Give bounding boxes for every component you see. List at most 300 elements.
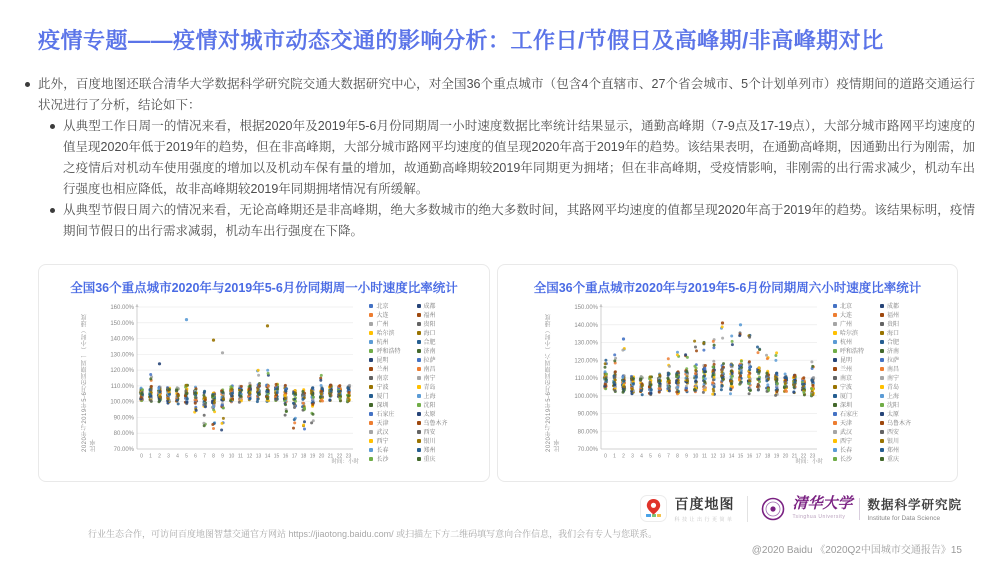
legend-item: [880, 337, 911, 346]
legend-marker-icon: [880, 376, 884, 380]
legend-item: [417, 391, 448, 400]
legend-marker-icon: [417, 304, 421, 308]
legend-city-label: 贵阳: [887, 322, 900, 328]
svg-text:5: 5: [185, 453, 189, 460]
svg-text:0: 0: [604, 453, 607, 460]
legend-marker-icon: [417, 340, 421, 344]
legend-city-label: 拉萨: [887, 358, 900, 364]
legend-city-label: 郑州: [423, 448, 436, 454]
legend-city-label: 武汉: [376, 430, 389, 436]
legend-marker-icon: [369, 304, 373, 308]
legend-item: [833, 382, 864, 391]
legend-marker-icon: [833, 376, 837, 380]
legend-marker-icon: [417, 331, 421, 335]
svg-text:20: 20: [319, 453, 325, 460]
legend-marker-icon: [880, 322, 884, 326]
legend-marker-icon: [417, 313, 421, 317]
legend-city-label: 呼和浩特: [839, 349, 864, 355]
svg-text:3: 3: [631, 453, 634, 460]
legend-marker-icon: [833, 403, 837, 407]
legend-city-label: 西安: [887, 430, 900, 436]
legend-item: [880, 391, 911, 400]
svg-text:110.00%: 110.00%: [111, 383, 135, 390]
legend-marker-icon: [369, 448, 373, 452]
note-text: 行业生态合作，可访问百度地图智慧交通官方网站: [88, 529, 289, 539]
tsinghua-name: 清华大学: [792, 496, 853, 512]
note-text: 或扫描左下方二维码填写意向合作信息，我们会有专人与您联系。: [393, 529, 658, 539]
legend-item: [417, 301, 448, 310]
legend-item: [880, 454, 911, 463]
svg-text:13: 13: [256, 453, 262, 460]
legend-marker-icon: [880, 340, 884, 344]
legend-marker-icon: [833, 349, 837, 353]
legend-item: [880, 364, 911, 373]
legend-item: [369, 454, 400, 463]
legend-city-label: 西安: [423, 430, 436, 436]
legend-item: [369, 373, 400, 382]
svg-text:21: 21: [328, 453, 334, 460]
legend-item: [417, 328, 448, 337]
legend-item: [833, 364, 864, 373]
legend-city-label: 广州: [839, 322, 852, 328]
svg-text:17: 17: [292, 453, 298, 460]
svg-text:10: 10: [692, 453, 699, 460]
legend-marker-icon: [880, 448, 884, 452]
baidu-logo-text: 百度地图: [674, 496, 735, 512]
legend-city-label: 济南: [423, 349, 436, 355]
bullet-item-weekend: [50, 200, 975, 242]
svg-text:140.00%: 140.00%: [110, 336, 135, 343]
legend-item: [880, 328, 911, 337]
legend-city-label: 哈尔滨: [376, 331, 395, 337]
footer-logos: [640, 494, 962, 523]
legend-city-label: 合肥: [423, 340, 436, 346]
chart-title: 全国36个重点城市2020年与2019年5-6月份同期周六小时速度比率统计: [533, 281, 922, 295]
legend-marker-icon: [833, 394, 837, 398]
legend-item: [880, 418, 911, 427]
legend-city-label: 银川: [887, 439, 900, 445]
svg-text:6: 6: [658, 453, 661, 460]
chart-legend: [369, 304, 448, 463]
legend-city-label: 深圳: [839, 403, 852, 409]
svg-text:80.00%: 80.00%: [114, 431, 135, 438]
svg-text:150.00%: 150.00%: [110, 320, 135, 327]
legend-city-label: 杭州: [376, 340, 389, 346]
legend-item: [833, 373, 864, 382]
legend-city-label: 青岛: [423, 385, 436, 391]
svg-text:160.00%: 160.00%: [110, 305, 135, 311]
chart-panel-saturday: [497, 264, 958, 482]
legend-city-label: 武汉: [839, 430, 852, 436]
legend-item: [369, 400, 400, 409]
legend-marker-icon: [417, 367, 421, 371]
logo-divider: [859, 498, 860, 520]
y-axis-label: 2020年与2019年5-6月份同期周一（小时）速度比率: [82, 313, 98, 452]
legend-city-label: 上海: [887, 394, 900, 400]
legend-item: [369, 319, 400, 328]
legend-item: [369, 418, 400, 427]
legend-marker-icon: [833, 412, 837, 416]
legend-item: [880, 319, 911, 328]
cooperation-url-link[interactable]: https://jiaotong.baidu.com/: [288, 529, 394, 539]
svg-text:1: 1: [149, 453, 153, 460]
legend-city-label: 太原: [887, 412, 900, 418]
legend-item: [417, 400, 448, 409]
legend-item: [833, 445, 864, 454]
svg-text:12: 12: [710, 453, 717, 460]
legend-marker-icon: [880, 331, 884, 335]
chart-legend: [833, 304, 912, 463]
legend-city-label: 乌鲁木齐: [423, 421, 448, 427]
legend-city-label: 宁波: [376, 385, 389, 391]
svg-text:130.00%: 130.00%: [574, 340, 598, 347]
baidu-map-pin-icon: [640, 495, 667, 522]
svg-text:12: 12: [247, 453, 253, 460]
legend-marker-icon: [417, 358, 421, 362]
legend-city-label: 贵阳: [423, 322, 436, 328]
legend-city-label: 海口: [887, 331, 900, 337]
legend-city-label: 广州: [376, 322, 389, 328]
legend-marker-icon: [833, 304, 837, 308]
legend-item: [833, 400, 864, 409]
legend-marker-icon: [417, 439, 421, 443]
legend-marker-icon: [369, 412, 373, 416]
legend-marker-icon: [833, 421, 837, 425]
legend-city-label: 合肥: [887, 340, 900, 346]
legend-marker-icon: [880, 349, 884, 353]
svg-text:8: 8: [212, 453, 216, 460]
legend-marker-icon: [417, 412, 421, 416]
legend-marker-icon: [417, 349, 421, 353]
legend-city-label: 南宁: [887, 376, 900, 382]
svg-text:130.00%: 130.00%: [110, 352, 135, 359]
legend-marker-icon: [880, 403, 884, 407]
svg-text:110.00%: 110.00%: [574, 376, 598, 382]
legend-city-label: 杭州: [839, 340, 852, 346]
svg-text:120.00%: 120.00%: [574, 358, 598, 365]
tsinghua-institute-logo: [761, 495, 962, 522]
legend-city-label: 青岛: [887, 385, 900, 391]
body-bullets: [25, 74, 975, 242]
svg-text:90.00%: 90.00%: [114, 415, 135, 422]
svg-text:14: 14: [265, 453, 271, 460]
svg-text:19: 19: [773, 453, 780, 460]
svg-text:18: 18: [764, 453, 771, 460]
legend-item: [833, 391, 864, 400]
legend-marker-icon: [369, 331, 373, 335]
legend-city-label: 上海: [423, 394, 436, 400]
legend-city-label: 宁波: [839, 385, 852, 391]
svg-text:3: 3: [167, 453, 171, 460]
legend-item: [417, 382, 448, 391]
legend-item: [833, 301, 864, 310]
legend-marker-icon: [833, 331, 837, 335]
legend-item: [880, 436, 911, 445]
legend-city-label: 成都: [423, 304, 436, 310]
svg-text:22: 22: [337, 453, 343, 460]
legend-city-label: 大连: [839, 313, 852, 319]
legend-marker-icon: [880, 412, 884, 416]
legend-city-label: 南京: [376, 376, 389, 382]
svg-text:时间：小时: 时间：小时: [331, 459, 360, 465]
svg-text:9: 9: [685, 453, 688, 460]
svg-text:8: 8: [676, 453, 679, 460]
svg-text:11: 11: [238, 453, 244, 460]
svg-text:17: 17: [755, 453, 762, 460]
legend-city-label: 石家庄: [839, 412, 858, 418]
legend-item: [880, 382, 911, 391]
legend-city-label: 兰州: [839, 367, 852, 373]
legend-city-label: 沈阳: [887, 403, 900, 409]
baidu-maps-logo: [640, 494, 734, 523]
legend-marker-icon: [833, 367, 837, 371]
svg-text:2: 2: [158, 453, 162, 460]
legend-marker-icon: [369, 376, 373, 380]
legend-item: [417, 436, 448, 445]
legend-city-label: 西宁: [839, 439, 852, 445]
svg-text:7: 7: [203, 453, 207, 460]
scatter-plot-monday: [99, 299, 361, 465]
legend-item: [417, 373, 448, 382]
legend-item: [369, 310, 400, 319]
legend-city-label: 重庆: [423, 457, 436, 463]
y-axis-label: 2020年与2019年5-6月份同期周六（小时）速度比率: [545, 313, 561, 452]
legend-item: [417, 346, 448, 355]
page-footer-credit: @2020 Baidu 《2020Q2中国城市交通报告》15: [751, 545, 962, 556]
svg-text:1: 1: [613, 453, 616, 460]
legend-city-label: 济南: [887, 349, 900, 355]
legend-city-label: 厦门: [376, 394, 389, 400]
legend-city-label: 福州: [423, 313, 436, 319]
svg-text:16: 16: [283, 453, 289, 460]
legend-item: [880, 427, 911, 436]
bullet-icon: [50, 124, 55, 129]
legend-item: [369, 391, 400, 400]
svg-text:16: 16: [746, 453, 753, 460]
legend-city-label: 南昌: [887, 367, 900, 373]
legend-city-label: 北京: [376, 304, 389, 310]
scatter-plot-saturday: [563, 299, 825, 465]
legend-item: [833, 346, 864, 355]
legend-marker-icon: [417, 457, 421, 461]
svg-text:23: 23: [809, 453, 816, 460]
legend-city-label: 昆明: [376, 358, 389, 364]
legend-item: [417, 409, 448, 418]
legend-item: [417, 337, 448, 346]
legend-item: [880, 346, 911, 355]
legend-item: [833, 454, 864, 463]
legend-item: [833, 355, 864, 364]
legend-marker-icon: [833, 322, 837, 326]
svg-text:时间：小时: 时间：小时: [795, 459, 823, 465]
page-title: 疫情专题——疫情对城市动态交通的影响分析：工作日/节假日及高峰期/非高峰期对比: [38, 28, 884, 53]
legend-marker-icon: [833, 430, 837, 434]
bullet-text: 此外，百度地图还联合清华大学数据科学研究院交通大数据研究中心，对全国36个重点城市（包含4个直辖市、27个省会城市、5个计划单列市）疫情期间的道路交通运行状况进行了分析，结论如下：: [38, 77, 975, 112]
svg-text:9: 9: [221, 453, 225, 460]
legend-marker-icon: [880, 304, 884, 308]
legend-city-label: 兰州: [376, 367, 389, 373]
legend-item: [833, 319, 864, 328]
svg-text:90.00%: 90.00%: [577, 411, 598, 418]
legend-marker-icon: [880, 367, 884, 371]
legend-item: [417, 355, 448, 364]
svg-text:13: 13: [719, 453, 726, 460]
svg-text:100.00%: 100.00%: [574, 393, 598, 400]
legend-city-label: 乌鲁木齐: [887, 421, 912, 427]
svg-text:4: 4: [640, 453, 643, 460]
svg-text:21: 21: [791, 453, 798, 460]
legend-marker-icon: [880, 394, 884, 398]
legend-item: [880, 373, 911, 382]
svg-text:120.00%: 120.00%: [110, 368, 135, 375]
svg-text:0: 0: [140, 453, 144, 460]
legend-city-label: 长沙: [376, 457, 389, 463]
legend-city-label: 长沙: [839, 457, 852, 463]
legend-marker-icon: [833, 385, 837, 389]
legend-city-label: 郑州: [887, 448, 900, 454]
legend-city-label: 南昌: [423, 367, 436, 373]
legend-marker-icon: [369, 367, 373, 371]
legend-marker-icon: [833, 448, 837, 452]
legend-marker-icon: [417, 403, 421, 407]
legend-marker-icon: [880, 385, 884, 389]
bullet-text: 从典型工作日周一的情况来看，根据2020年及2019年5-6月份同期周一小时速度数据比率统计结果显示，通勤高峰期（7-9点及17-19点），大部分城市路网平均速度的值呈现2020年低于2019年的趋势，但在非高峰期，大部分城市路网平均速度的值呈现2020年高于2019年的趋势。该结果表明，在通勤高峰期，因通勤出行为刚需，加之疫情后对机动车使用强度的增加以及机动车保有量的增加，故通勤高峰期较2019年同期更为拥堵；但在非高峰期，受疫情影响，非刚需的出行需求减少，机动车出行强度也相应降低，故非高峰期较2019年同期拥堵情况有所缓解。: [63, 119, 975, 196]
legend-item: [417, 454, 448, 463]
legend-item: [369, 445, 400, 454]
svg-text:4: 4: [176, 453, 180, 460]
svg-text:7: 7: [667, 453, 670, 460]
legend-item: [417, 310, 448, 319]
bullet-item-summary: [25, 74, 975, 116]
legend-item: [369, 337, 400, 346]
legend-city-label: 拉萨: [423, 358, 436, 364]
legend-marker-icon: [880, 421, 884, 425]
bullet-icon: [50, 208, 55, 213]
legend-marker-icon: [369, 439, 373, 443]
legend-marker-icon: [880, 313, 884, 317]
legend-item: [833, 418, 864, 427]
chart-title: 全国36个重点城市2020年与2019年5-6月份同期周一小时速度比率统计: [70, 281, 458, 295]
legend-item: [369, 346, 400, 355]
legend-item: [369, 328, 400, 337]
legend-marker-icon: [369, 349, 373, 353]
legend-city-label: 深圳: [376, 403, 389, 409]
legend-marker-icon: [417, 376, 421, 380]
legend-city-label: 银川: [423, 439, 436, 445]
legend-item: [880, 400, 911, 409]
svg-text:15: 15: [274, 453, 280, 460]
legend-city-label: 太原: [423, 412, 436, 418]
legend-marker-icon: [417, 322, 421, 326]
legend-city-label: 沈阳: [423, 403, 436, 409]
legend-item: [880, 301, 911, 310]
legend-city-label: 天津: [376, 421, 389, 427]
legend-city-label: 海口: [423, 331, 436, 337]
legend-city-label: 长春: [376, 448, 389, 454]
legend-item: [369, 301, 400, 310]
legend-item: [880, 409, 911, 418]
institute-name-en: Institute for Data Science: [867, 515, 941, 522]
legend-item: [417, 364, 448, 373]
svg-text:19: 19: [310, 453, 316, 460]
legend-city-label: 北京: [839, 304, 852, 310]
legend-city-label: 厦门: [839, 394, 852, 400]
svg-text:15: 15: [737, 453, 744, 460]
legend-city-label: 福州: [887, 313, 900, 319]
legend-city-label: 大连: [376, 313, 389, 319]
legend-city-label: 哈尔滨: [839, 331, 858, 337]
legend-marker-icon: [880, 457, 884, 461]
legend-marker-icon: [833, 340, 837, 344]
legend-item: [833, 328, 864, 337]
legend-item: [369, 364, 400, 373]
svg-text:5: 5: [649, 453, 652, 460]
svg-text:150.00%: 150.00%: [574, 305, 598, 311]
legend-marker-icon: [369, 421, 373, 425]
legend-item: [880, 445, 911, 454]
legend-marker-icon: [417, 421, 421, 425]
legend-city-label: 长春: [839, 448, 852, 454]
legend-item: [880, 355, 911, 364]
legend-item: [833, 310, 864, 319]
legend-marker-icon: [369, 358, 373, 362]
legend-marker-icon: [833, 457, 837, 461]
legend-item: [369, 409, 400, 418]
legend-item: [833, 409, 864, 418]
legend-marker-icon: [417, 394, 421, 398]
svg-text:70.00%: 70.00%: [577, 447, 598, 453]
svg-text:140.00%: 140.00%: [574, 322, 598, 329]
svg-text:20: 20: [782, 453, 789, 460]
legend-city-label: 重庆: [887, 457, 900, 463]
bullet-item-weekday: [50, 116, 975, 200]
legend-item: [369, 382, 400, 391]
legend-marker-icon: [880, 358, 884, 362]
svg-text:6: 6: [194, 453, 198, 460]
legend-marker-icon: [369, 457, 373, 461]
svg-text:18: 18: [301, 453, 307, 460]
baidu-logo-tagline: 科技让出行更简单: [674, 517, 735, 523]
svg-text:23: 23: [346, 453, 352, 460]
bullet-text: 从典型节假日周六的情况来看，无论高峰期还是非高峰期，绝大多数城市的绝大多数时间，其路网平均速度的值都呈现2020年高于2019年的趋势。该结果标明，疫情期间节假日的出行需求减弱，机动车出行强度在下降。: [63, 203, 975, 238]
logo-divider: [747, 496, 748, 522]
bullet-icon: [25, 82, 30, 87]
legend-city-label: 南京: [839, 376, 852, 382]
legend-marker-icon: [369, 403, 373, 407]
legend-marker-icon: [417, 385, 421, 389]
legend-city-label: 成都: [887, 304, 900, 310]
legend-marker-icon: [417, 430, 421, 434]
legend-marker-icon: [880, 439, 884, 443]
svg-text:14: 14: [728, 453, 735, 460]
svg-text:70.00%: 70.00%: [114, 447, 135, 453]
svg-text:22: 22: [800, 453, 807, 460]
svg-text:100.00%: 100.00%: [110, 399, 135, 406]
legend-marker-icon: [369, 313, 373, 317]
legend-city-label: 石家庄: [376, 412, 395, 418]
legend-item: [369, 355, 400, 364]
legend-city-label: 西宁: [376, 439, 389, 445]
svg-text:80.00%: 80.00%: [577, 429, 598, 436]
legend-marker-icon: [369, 430, 373, 434]
legend-city-label: 南宁: [423, 376, 436, 382]
institute-name: 数据科学研究院: [867, 498, 962, 512]
svg-text:11: 11: [701, 453, 708, 460]
tsinghua-emblem-icon: [761, 497, 785, 521]
legend-marker-icon: [369, 322, 373, 326]
legend-marker-icon: [880, 430, 884, 434]
legend-item: [833, 337, 864, 346]
